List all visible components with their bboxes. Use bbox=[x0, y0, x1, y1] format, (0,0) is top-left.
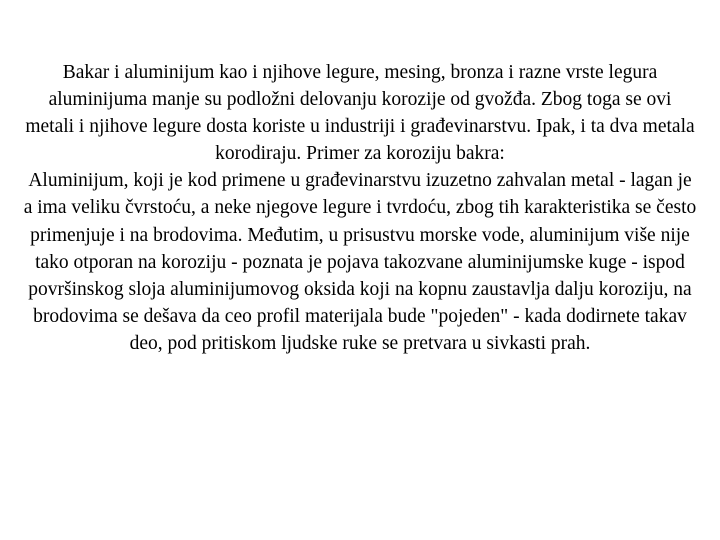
body-text bbox=[22, 59, 698, 357]
paragraph-aluminium-plague: Aluminijum, koji je kod primene u građevinarstvu izuzetno zahvalan metal - lagan je a ima veliku čvrstoću, a neke njegove legure i tvrdoću, zbog tih karakteristika se često primenjuje i na brodovima. Međutim, u prisustvu morske vode, aluminijum više nije tako otporan na koroziju - poznata je pojava takozvane aluminijumske kuge - ispod površinskog sloja aluminijumovog oksida koji na kopnu zaustavlja dalju koroziju, na brodovima se dešava da ceo profil materijala bude "pojeden" - kada dodirnete takav deo, pod pritiskom ljudske ruke se pretvara u sivkasti prah. bbox=[23, 170, 697, 354]
paragraph-copper-aluminium-corrosion: Bakar i aluminijum kao i njihove legure, mesing, bronza i razne vrste legura aluminijuma manje su podložni delovanju korozije od gvožđa. Zbog toga se ovi metali i njihove legure dosta koriste u industriji i građevinarstvu. Ipak, i ta dva metala korodiraju. Primer za koroziju bakra: bbox=[25, 62, 695, 165]
